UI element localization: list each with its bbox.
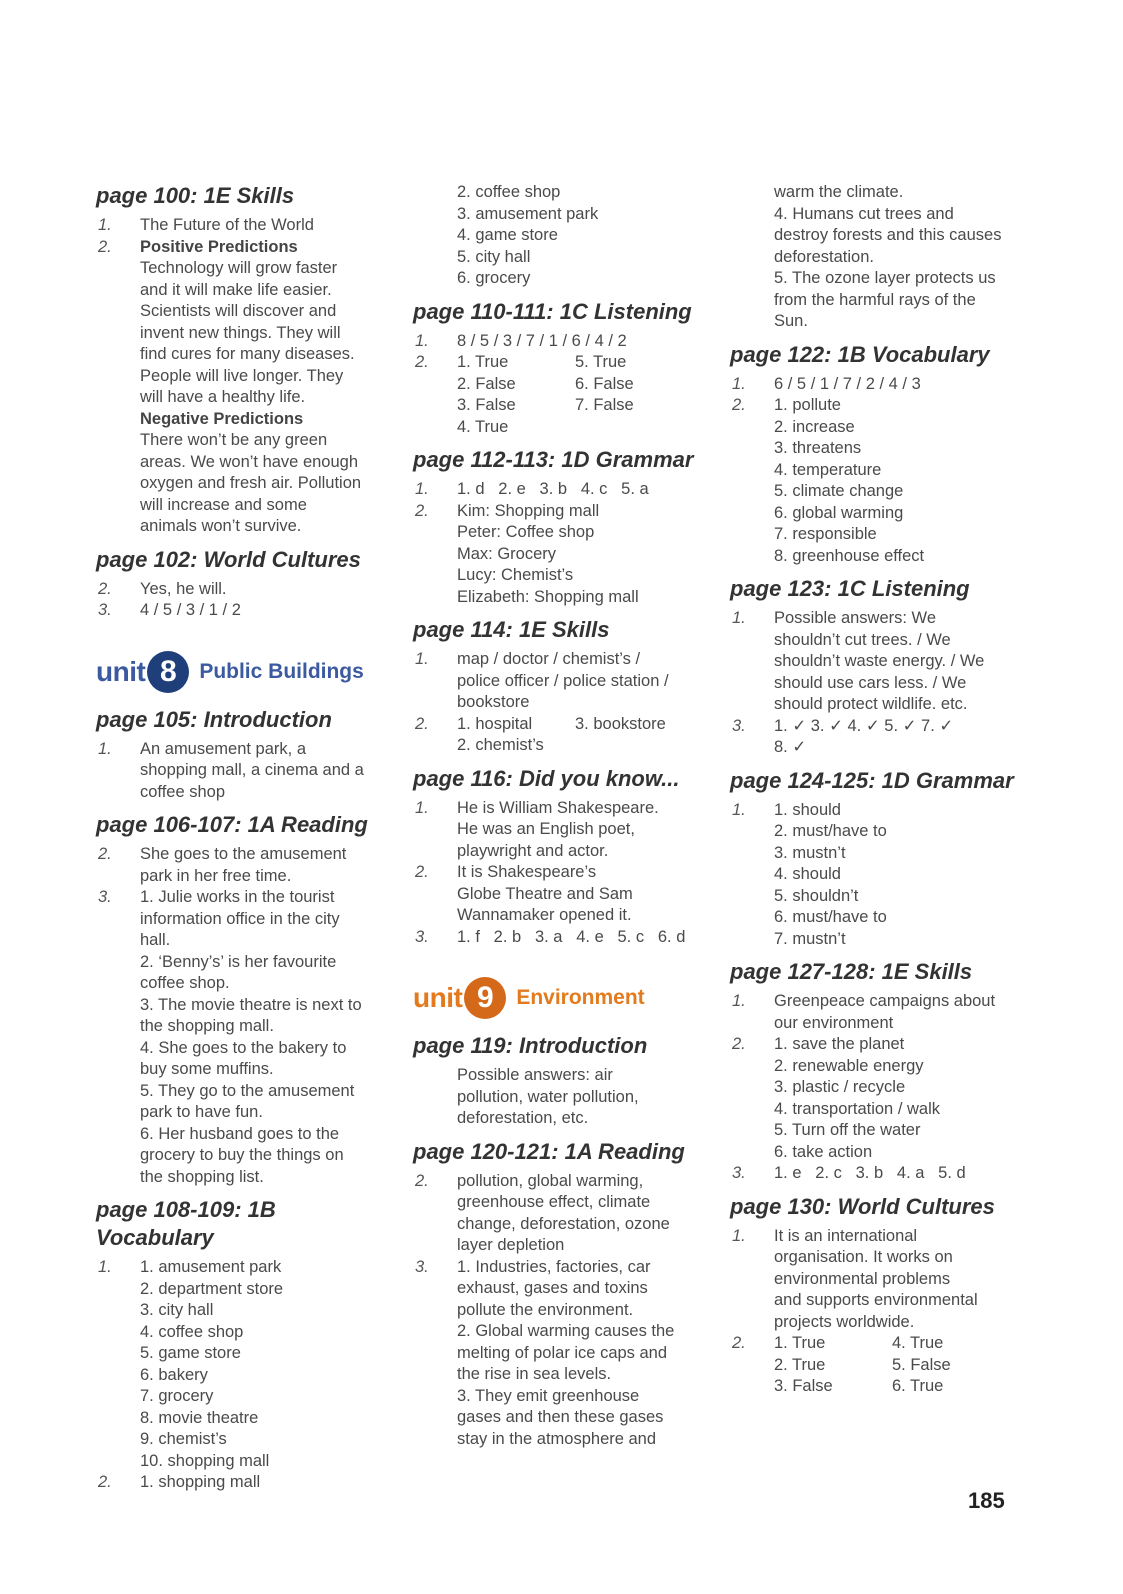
answer-line: Possible answers: We [774,609,937,627]
answer-line: coffee shop. [140,974,230,992]
answer-line: Elizabeth: Shopping mall [457,587,639,606]
answer-line: 1. True [774,1334,826,1352]
answer-line: map / doctor / chemist’s / [457,650,641,668]
answer-subheading: Positive Predictions [140,237,298,256]
answer-line: gases and then these gases [457,1408,664,1426]
answer-line: 5. city hall [457,247,531,266]
answer-line: 1. shopping mall [140,1473,261,1491]
answer-line: 3. They emit greenhouse [457,1386,640,1405]
answer-section [413,1138,713,1451]
answer-section [413,446,713,608]
answer-line: 1. e 2. c 3. b 4. a 5. d [774,1164,966,1182]
answer-line: 6. bakery [140,1365,208,1384]
answer-line: 3. The movie theatre is next to [140,995,362,1014]
answer-line: invent new things. They will [140,323,341,342]
answer-line: 1. should [774,800,841,819]
answer-line: 3. city hall [140,1301,214,1319]
answer-line: coffee shop [140,782,226,801]
answer-line: and supports environmental [774,1291,978,1309]
answer-line: buy some muffins. [140,1060,274,1078]
answer-item [730,991,1030,1034]
answer-line: 4. transportation / walk [774,1099,940,1118]
answer-line: 7. responsible [774,525,877,543]
answer-columns [457,714,713,757]
answer-line: Max: Grocery [457,544,557,563]
section-title: page 123: 1C Listening [730,576,970,601]
item-number: 3. [415,1257,429,1276]
answer-line: Lucy: Chemist’s [457,566,574,584]
answer-line: pollution, global warming, [457,1171,644,1190]
answer-line: areas. We won’t have enough [140,452,359,471]
answer-column [575,352,713,438]
item-number: 1. [415,331,429,350]
answer-item [96,739,396,804]
answer-line: 5. They go to the amusement [140,1081,355,1100]
answer-line: 8. greenhouse effect [774,546,925,565]
answer-line: 2. ‘Benny’s’ is her favourite [140,952,337,971]
answer-line: police officer / police station / [457,671,669,690]
answer-line: should protect wildlife. etc. [774,695,968,713]
answer-line: 6. global warming [774,503,904,522]
answer-line: 1. pollute [774,396,841,414]
answer-item [730,395,1030,567]
answer-line: hall. [140,931,171,949]
answer-item [96,237,396,538]
answer-line: Scientists will discover and [140,302,337,320]
answer-line: 3. False [774,1377,833,1395]
answer-line: 10. shopping mall [140,1451,270,1470]
answer-line: 2. chemist’s [457,736,544,754]
answer-column [892,1333,1030,1398]
answer-section [730,767,1030,951]
answer-columns [774,1333,1030,1398]
answer-section [413,765,713,949]
answer-item [96,1257,396,1472]
answer-line: animals won’t survive. [140,517,302,535]
answer-section [413,616,713,757]
answer-item [96,844,396,887]
answer-line: 5. climate change [774,482,904,500]
answer-line: and it will make life easier. [140,280,332,299]
answer-item [96,600,396,622]
answer-line: Kim: Shopping mall [457,501,600,520]
column-3 [730,182,1030,1406]
answer-line: 3. amusement park [457,204,599,223]
answer-line: greenhouse effect, climate [457,1193,651,1211]
answer-line: 9. chemist’s [140,1430,227,1448]
answer-line: 2. False [457,374,516,393]
answer-line: park to have fun. [140,1103,263,1121]
section-title: page 119: Introduction [413,1033,648,1058]
answer-line: Possible answers: air [457,1066,613,1084]
answer-line: Globe Theatre and Sam [457,884,633,903]
answer-line: 1. f 2. b 3. a 4. e 5. c 6. d [457,927,686,946]
answer-item [96,215,396,237]
answer-line: 2. must/have to [774,822,887,840]
answer-line: 3. plastic / recycle [774,1078,906,1096]
answer-item [96,579,396,601]
answer-section [730,1193,1030,1398]
answer-line: 4. temperature [774,460,882,479]
answer-line: melting of polar ice caps and [457,1343,668,1362]
item-number: 2. [98,845,112,863]
answer-line: 2. department store [140,1279,284,1298]
answer-line: playwright and actor. [457,841,609,860]
answer-line: 1. True [457,353,509,371]
answer-line: 5. game store [140,1344,241,1362]
answer-item [413,331,713,353]
answer-item [730,1034,1030,1163]
answer-line: An amusement park, a [140,739,306,758]
answer-line: She goes to the amusement [140,845,347,863]
answer-item [96,887,396,1188]
answer-section [96,182,396,538]
answer-line: warm the climate. [774,183,904,201]
item-number: 1. [732,992,746,1010]
item-number: 2. [415,501,429,520]
answer-line: 1. amusement park [140,1258,282,1276]
item-number: 1. [732,1226,746,1245]
answer-item [413,862,713,927]
answer-section [413,182,713,290]
answer-line: 5. False [892,1355,951,1374]
item-number: 2. [732,396,746,414]
item-number: 1. [415,480,429,498]
answer-line: organisation. It works on [774,1248,953,1266]
item-number: 1. [732,800,746,819]
answer-line: 4. coffee shop [140,1322,244,1341]
unit-number-badge: 8 [147,651,189,693]
answer-line: deforestation, etc. [457,1109,589,1127]
answer-line: 2. Global warming causes the [457,1322,675,1340]
section-title: page 130: World Cultures [730,1193,995,1219]
answer-item [96,1472,396,1494]
answer-line: 6. take action [774,1142,873,1161]
answer-line: Yes, he will. [140,579,227,598]
answer-item [730,1226,1030,1334]
answer-line: 6 / 5 / 1 / 7 / 2 / 4 / 3 [774,374,921,393]
answer-line: 4. True [457,417,509,436]
answer-line: 1. Industries, factories, car [457,1257,651,1276]
item-number: 3. [415,927,429,946]
item-number: 3. [98,888,112,906]
answer-line: Peter: Coffee shop [457,523,595,541]
answer-line: 7. grocery [140,1387,214,1405]
item-number: 1. [732,609,746,627]
answer-item [413,1065,713,1130]
column-1 [96,182,396,1502]
section-title: page 116: Did you know... [413,765,680,791]
answer-line: shouldn’t waste energy. / We [774,652,985,670]
unit-title: Environment [516,986,645,1009]
answer-item [413,182,713,290]
unit-title: Public Buildings [199,659,364,683]
item-number: 2. [415,863,429,881]
answer-line: environmental problems [774,1269,951,1288]
answer-section [413,1032,713,1130]
answer-item [730,1163,1030,1185]
answer-line: 7. mustn’t [774,929,846,948]
answer-item [413,714,713,757]
answer-line: 4 / 5 / 3 / 1 / 2 [140,601,241,619]
answer-line: deforestation. [774,247,874,266]
answer-line: 6. Her husband goes to the [140,1124,340,1143]
answer-line: He is William Shakespeare. [457,798,659,817]
item-number: 1. [415,650,429,668]
answer-line: 5. True [575,353,627,371]
answer-line: 2. renewable energy [774,1056,924,1075]
answer-line: The Future of the World [140,216,314,234]
section-title: page 108-109: 1B Vocabulary [96,1197,276,1250]
answer-line: pollution, water pollution, [457,1087,639,1106]
item-number: 1. [98,216,112,234]
answer-line: 3. mustn’t [774,843,846,862]
item-number: 2. [415,714,429,733]
answer-section [96,706,396,804]
answer-item [413,649,713,714]
answer-line: from the harmful rays of the [774,290,976,309]
answer-line: information office in the city [140,909,340,928]
answer-line: 4. game store [457,226,558,244]
answer-line: stay in the atmosphere and [457,1429,657,1448]
answer-line: the shopping mall. [140,1017,274,1035]
answer-item [413,501,713,609]
section-title: page 106-107: 1A Reading [96,812,368,837]
unit-heading [413,974,713,1022]
answer-item [413,1257,713,1451]
answer-line: 4. True [892,1334,944,1352]
unit-number-badge: 9 [464,977,506,1019]
answer-line: Technology will grow faster [140,259,338,277]
section-title: page 105: Introduction [96,706,332,732]
answer-line: the shopping list. [140,1167,264,1186]
answer-item [730,716,1030,759]
answer-line: There won’t be any green [140,431,328,449]
answer-line: 6. grocery [457,269,531,287]
item-number: 2. [98,1473,112,1491]
answer-line: 3. threatens [774,439,862,457]
item-number: 3. [732,716,746,735]
answer-line: projects worldwide. [774,1312,915,1331]
item-number: 2. [415,1171,429,1190]
answer-item [730,608,1030,716]
section-title: page 127-128: 1E Skills [730,959,973,984]
answer-line: find cures for many diseases. [140,345,355,363]
answer-line: 6. True [892,1377,944,1395]
section-title: page 110-111: 1C Listening [413,298,692,324]
item-number: 2. [98,237,112,256]
answer-line: bookstore [457,693,530,711]
answer-section [96,811,396,1188]
answer-line: 1. Julie works in the tourist [140,888,335,906]
answer-line: 1. ✓ 3. ✓ 4. ✓ 5. ✓ 7. ✓ [774,716,954,735]
answer-line: oxygen and fresh air. Pollution [140,474,362,492]
item-number: 1. [98,739,112,758]
answer-line: He was an English poet, [457,820,635,838]
answer-line: park in her free time. [140,866,292,885]
item-number: 2. [732,1035,746,1053]
answer-line: should use cars less. / We [774,673,967,692]
answer-section [730,575,1030,759]
answer-line: will increase and some [140,495,307,514]
section-title: page 112-113: 1D Grammar [413,447,694,472]
answer-section [730,341,1030,568]
answer-column [457,352,575,438]
unit-label: unit [96,655,146,687]
answer-line: 1. hospital [457,714,533,733]
page-number: 185 [968,1488,1005,1513]
answer-line: 4. She goes to the bakery to [140,1038,347,1057]
answer-item [730,800,1030,951]
answer-section [730,958,1030,1185]
answer-item [730,374,1030,396]
item-number: 2. [732,1334,746,1352]
section-title: page 100: 1E Skills [96,183,295,208]
answer-line: pollute the environment. [457,1300,634,1319]
answer-line: 3. bookstore [575,714,666,733]
answer-subheading: Negative Predictions [140,409,304,428]
answer-line: 5. Turn off the water [774,1121,921,1139]
answer-section [96,546,396,622]
item-number: 1. [732,374,746,393]
answer-line: layer depletion [457,1236,565,1254]
column-2 [413,182,713,1458]
answer-line: People will live longer. They [140,366,344,385]
answer-item [413,798,713,863]
answer-line: 8 / 5 / 3 / 7 / 1 / 6 / 4 / 2 [457,331,627,350]
answer-line: Greenpeace campaigns about [774,992,996,1010]
answer-line: the rise in sea levels. [457,1365,612,1383]
section-title: page 114: 1E Skills [413,617,610,642]
answer-line: 6. False [575,374,634,393]
answer-line: 1. save the planet [774,1035,905,1053]
answer-line: Wannamaker opened it. [457,906,632,924]
section-title: page 120-121: 1A Reading [413,1138,685,1164]
answer-line: 2. increase [774,417,855,436]
answer-line: exhaust, gases and toxins [457,1279,648,1297]
answer-line: 3. False [457,396,516,414]
answer-item [730,1333,1030,1398]
unit-label: unit [413,982,463,1013]
answer-line: 6. must/have to [774,908,887,926]
answer-line: 1. d 2. e 3. b 4. c 5. a [457,480,649,498]
item-number: 3. [732,1164,746,1182]
answer-line: 2. True [774,1355,826,1374]
answer-section [96,1196,396,1494]
answer-line: 2. coffee shop [457,183,561,201]
item-number: 2. [98,579,112,598]
section-title: page 102: World Cultures [96,546,361,572]
answer-line: It is Shakespeare’s [457,863,597,881]
item-number: 1. [415,798,429,817]
answer-section [730,182,1030,333]
section-title: page 122: 1B Vocabulary [730,341,990,367]
answer-line: 8. movie theatre [140,1408,259,1427]
answer-line: Sun. [774,312,808,330]
item-number: 3. [98,601,112,619]
answer-column [457,714,575,757]
answer-line: change, deforestation, ozone [457,1214,670,1233]
item-number: 2. [415,353,429,371]
answer-columns [457,352,713,438]
answer-line: 5. The ozone layer protects us [774,269,996,287]
answer-line: will have a healthy life. [140,388,306,406]
answer-item [413,479,713,501]
answer-item [730,182,1030,333]
answer-item [413,352,713,438]
item-number: 1. [98,1258,112,1276]
unit-heading [96,648,396,696]
answer-column [774,1333,892,1398]
section-title: page 124-125: 1D Grammar [730,767,1014,793]
answer-section [413,298,713,439]
answer-item [413,927,713,949]
answer-line: 7. False [575,396,634,414]
answer-line: our environment [774,1013,894,1032]
answer-line: 5. shouldn’t [774,886,859,905]
answer-item [413,1171,713,1257]
answer-line: shopping mall, a cinema and a [140,761,364,779]
answer-line: 4. should [774,865,841,883]
answer-line: 4. Humans cut trees and [774,204,954,223]
answer-line: shouldn’t cut trees. / We [774,630,951,649]
answer-line: 8. ✓ [774,738,807,756]
answer-line: destroy forests and this causes [774,226,1002,244]
answer-column [575,714,713,757]
answer-line: It is an international [774,1226,918,1245]
answer-line: grocery to buy the things on [140,1146,344,1164]
